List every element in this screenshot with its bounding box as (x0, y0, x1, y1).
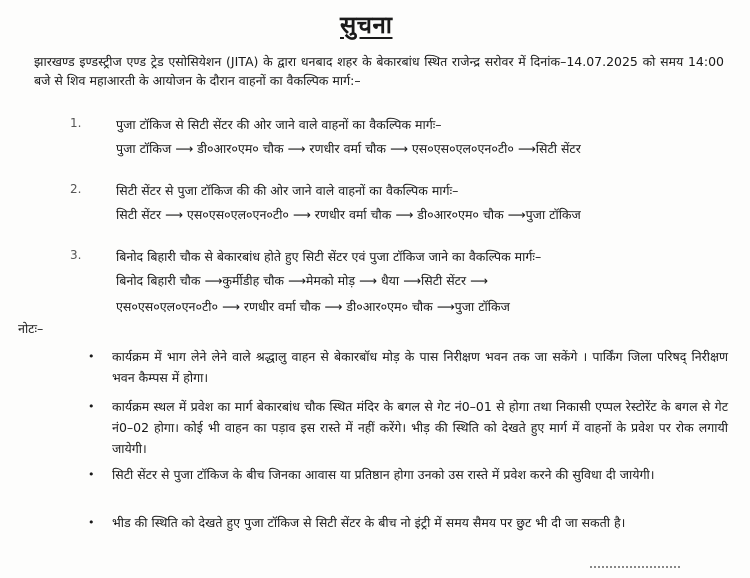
note-text: सिटी सेंटर से पुजा टॉकिज के बीच जिनका आवास या प्रतिष्ठान होगा उनको उस रास्ते में प्रवेश करने की सुविधा दी जायेगी। (112, 467, 655, 482)
bullet-icon: • (88, 468, 95, 481)
route-path: पुजा टॉकिज ⟶ डी०आर०एम० चौक ⟶ रणधीर वर्मा चौक ⟶ एस०एस०एल०एन०टी० ⟶सिटी सेंटर (116, 141, 581, 156)
note-text: कार्यक्रम स्थल में प्रवेश का मार्ग बेकारबांध चौक स्थित मंदिर के बगल से गेट नं0–01 से होगा तथा निकासी एप्पल रेस्टोरेंट के बगल से गेट नं0–02 होगा। कोई भी वाहन का पड़ाव इस रास्ते में नहीं करेंगे। भीड़ की स्थिति को देखते हुए मार्ग में वाहनों के प्रवेश पर रोक लगायी जायेगी। (112, 399, 728, 456)
route-number: 3. (70, 248, 82, 262)
route-number: 2. (70, 182, 82, 196)
bullet-icon: • (88, 400, 95, 413)
route-path: एस०एस०एल०एन०टी० ⟶ रणधीर वर्मा चौक ⟶ डी०आर०एम० चौक ⟶पुजा टॉकिज (116, 299, 510, 314)
notice-title: सुचना (340, 11, 393, 39)
route-heading: सिटी सेंटर से पुजा टॉकिज की की ओर जाने वाले वाहनों का वैकल्पिक मार्गः– (116, 183, 459, 198)
notice-intro: झारखण्ड इण्डस्ट्रीज एण्ड ट्रेड एसोसियेशन (JITA) के द्वारा धनबाद शहर के बेकारबांध स्थित राजेन्द्र सरोवर में दिनांक–14.07.2025 को समय 14:00 बजे से शिव महाआरती के आयोजन के दौरान वाहनों का वैकल्पिक मार्ग:– (34, 54, 724, 88)
route-number: 1. (70, 116, 82, 130)
route-path: बिनोद बिहारी चौक ⟶कुर्मीडीह चौक ⟶मेमको मोड़ ⟶ धैया ⟶सिटी सेंटर ⟶ (116, 273, 488, 288)
route-path: सिटी सेंटर ⟶ एस०एस०एल०एन०टी० ⟶ रणधीर वर्मा चौक ⟶ डी०आर०एम० चौक ⟶पुजा टॉकिज (116, 207, 581, 222)
bullet-icon: • (88, 350, 95, 363)
route-heading: पुजा टॉकिज से सिटी सेंटर की ओर जाने वाले वाहनों का वैकल्पिक मार्गः– (116, 117, 442, 132)
notes-label: नोटः– (18, 321, 44, 336)
note-text: भीड की स्थिति को देखते हुए पुजा टॉकिज से सिटी सेंटर के बीच नो इंट्री में समय सैमय पर छुट भी दी जा सकती है। (112, 515, 626, 530)
note-text: कार्यक्रम में भाग लेने लेने वाले श्रद्धालु वाहन से बेकारबॉध मोड़ के पास निरीक्षण भवन तक जा सकेंगे । पार्किंग जिला परिषद् निरीक्षण भवन कैम्पस में होगा। (112, 349, 728, 385)
bullet-icon: • (88, 516, 95, 529)
route-heading: बिनोद बिहारी चौक से बेकारबांध होते हुए सिटी सेंटर एवं पुजा टॉकिज जाने का वैकल्पिक मार्गः– (116, 249, 542, 264)
signature-mark (590, 566, 680, 574)
